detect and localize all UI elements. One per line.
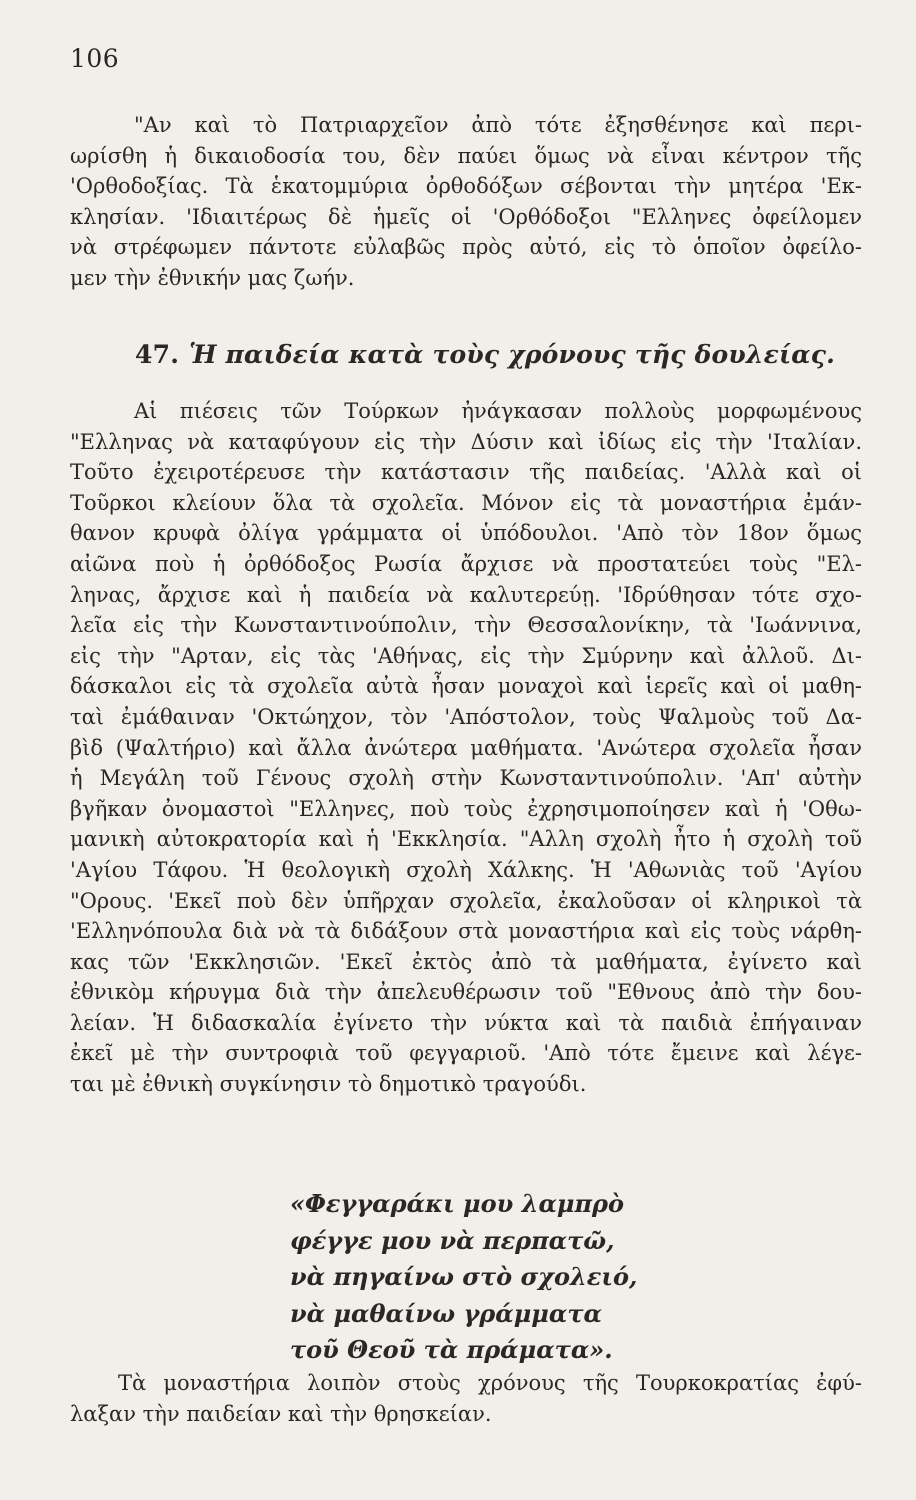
section-number: 47.: [135, 340, 180, 369]
text-line: ωρίσθη ἡ δικαιοδοσία του, δὲν παύει ὅμως νὰ εἶναι κέντρον τῆς: [70, 143, 862, 168]
text-line: λεῖα εἰς τὴν Κωνσταντινούπολιν, τὴν Θεσσαλονίκην, τὰ 'Ιωάννινα,: [70, 613, 862, 638]
text-line: ται μὲ ἐθνικὴ συγκίνησιν τὸ δημοτικὸ τραγούδι.: [70, 1072, 587, 1097]
text-line: ληνας, ἄρχισε καὶ ἡ παιδεία νὰ καλυτερεύῃ. 'Ιδρύθησαν τότε σχο-: [70, 582, 862, 607]
page-number: 106: [70, 44, 120, 73]
paragraph-patriarchate: [70, 110, 862, 294]
text-line: 'Ελληνόπουλα διὰ νὰ τὰ διδάξουν στὰ μοναστήρια καὶ εἰς τοὺς νάρθη-: [70, 919, 862, 944]
paragraph-education: [70, 396, 862, 1100]
text-line: βὶδ (Ψαλτήριο) καὶ ἄλλα ἀνώτερα μαθήματα. 'Ανώτερα σχολεῖα ἦσαν: [70, 735, 862, 760]
text-line: μεν τὴν ἐθνικήν μας ζωήν.: [70, 265, 355, 290]
text-line: 'Αγίου Τάφου. Ἡ θεολογικὴ σχολὴ Χάλκης. Ἡ 'Αθωνιὰς τοῦ 'Αγίου: [70, 857, 862, 882]
text-line: λαξαν τὴν παιδείαν καὶ τὴν θρησκείαν.: [70, 1401, 492, 1426]
text-line: κλησίαν. 'Ιδιαιτέρως δὲ ἡμεῖς οἱ 'Ορθόδοξοι "Ελληνες ὀφείλομεν: [70, 204, 862, 229]
text-line: λείαν. Ἡ διδασκαλία ἐγίνετο τὴν νύκτα καὶ τὰ παιδιὰ ἐπήγαιναν: [70, 1010, 862, 1035]
text-line: Τοῦρκοι κλείουν ὅλα τὰ σχολεῖα. Μόνον εἰς τὰ μοναστήρια ἐμάν-: [70, 490, 862, 515]
text-line: δάσκαλοι εἰς τὰ σχολεῖα αὐτὰ ἦσαν μοναχοὶ καὶ ἱερεῖς καὶ οἱ μαθη-: [70, 674, 862, 699]
text-line: θανον κρυφὰ ὀλίγα γράμματα οἱ ὑπόδουλοι. 'Απὸ τὸν 18ον ὅμως: [70, 521, 862, 546]
paragraph-conclusion: [70, 1368, 862, 1429]
text-line: "Ελληνας νὰ καταφύγουν εἰς τὴν Δύσιν καὶ ἰδίως εἰς τὴν 'Ιταλίαν.: [70, 429, 862, 454]
section-title: Ἡ παιδεία κατὰ τοὺς χρόνους τῆς δουλείας.: [189, 340, 836, 369]
text-line: ταὶ ἐμάθαιναν 'Οκτώηχον, τὸν 'Απόστολον, τοὺς Ψαλμοὺς τοῦ Δα-: [70, 704, 862, 729]
poem-line: φέγγε μου νὰ περπατῶ,: [290, 1225, 615, 1255]
section-heading: [135, 340, 835, 369]
poem-line: τοῦ Θεοῦ τὰ πράματα».: [290, 1335, 613, 1365]
text-line: εἰς τὴν "Αρταν, εἰς τὰς 'Αθήνας, εἰς τὴν Σμύρνην καὶ ἀλλοῦ. Δι-: [70, 643, 862, 668]
text-line: ἡ Μεγάλη τοῦ Γένους σχολὴ στὴν Κωνσταντινούπολιν. 'Απ' αὐτὴν: [70, 766, 862, 791]
poem-line: νὰ μαθαίνω γράμματα: [290, 1298, 602, 1328]
text-line: 'Ορθοδοξίας. Τὰ ἑκατομμύρια ὀρθοδόξων σέβονται τὴν μητέρα 'Εκ-: [70, 174, 862, 199]
text-line: "Αν καὶ τὸ Πατριαρχεῖον ἀπὸ τότε ἐξησθένησε καὶ περι-: [134, 113, 862, 137]
poem-line: «Φεγγαράκι μου λαμπρὸ: [290, 1189, 625, 1218]
text-line: Αἱ πιέσεις τῶν Τούρκων ἠνάγκασαν πολλοὺς μορφωμένους: [134, 399, 862, 423]
text-line: ἐθνικὸμ κήρυγμα διὰ τὴν ἀπελευθέρωσιν τοῦ "Εθνους ἀπὸ τὴν δου-: [70, 980, 862, 1005]
text-line: ἐκεῖ μὲ τὴν συντροφιὰ τοῦ φεγγαριοῦ. 'Απὸ τότε ἔμεινε καὶ λέγε-: [70, 1041, 862, 1066]
text-line: βγῆκαν ὀνομαστοὶ "Ελληνες, ποὺ τοὺς ἐχρησιμοποίησεν καὶ ἡ 'Οθω-: [70, 796, 862, 821]
text-line: νὰ στρέφωμεν πάντοτε εὐλαβῶς πρὸς αὐτό, εἰς τὸ ὁποῖον ὀφείλο-: [70, 235, 862, 260]
text-line: Τοῦτο ἐχειροτέρευσε τὴν κατάστασιν τῆς παιδείας. 'Αλλὰ καὶ οἱ: [70, 460, 862, 485]
text-line: μανικὴ αὐτοκρατορία καὶ ἡ 'Εκκλησία. "Αλλη σχολὴ ἦτο ἡ σχολὴ τοῦ: [70, 827, 862, 852]
text-line: Τὰ μοναστήρια λοιπὸν στοὺς χρόνους τῆς Τουρκοκρατίας ἐφύ-: [118, 1371, 862, 1395]
text-line: κας τῶν 'Εκκλησιῶν. 'Εκεῖ ἐκτὸς ἀπὸ τὰ μαθήματα, ἐγίνετο καὶ: [70, 949, 862, 974]
folk-song-poem: [290, 1186, 637, 1369]
text-line: "Ορους. 'Εκεῖ ποὺ δὲν ὑπῆρχαν σχολεῖα, ἐκαλοῦσαν οἱ κληρικοὶ τὰ: [70, 888, 862, 913]
poem-line: νὰ πηγαίνω στὸ σχολειό,: [290, 1262, 638, 1292]
text-line: αἰῶνα ποὺ ἡ ὀρθόδοξος Ρωσία ἄρχισε νὰ προστατεύει τοὺς "Ελ-: [70, 551, 862, 576]
